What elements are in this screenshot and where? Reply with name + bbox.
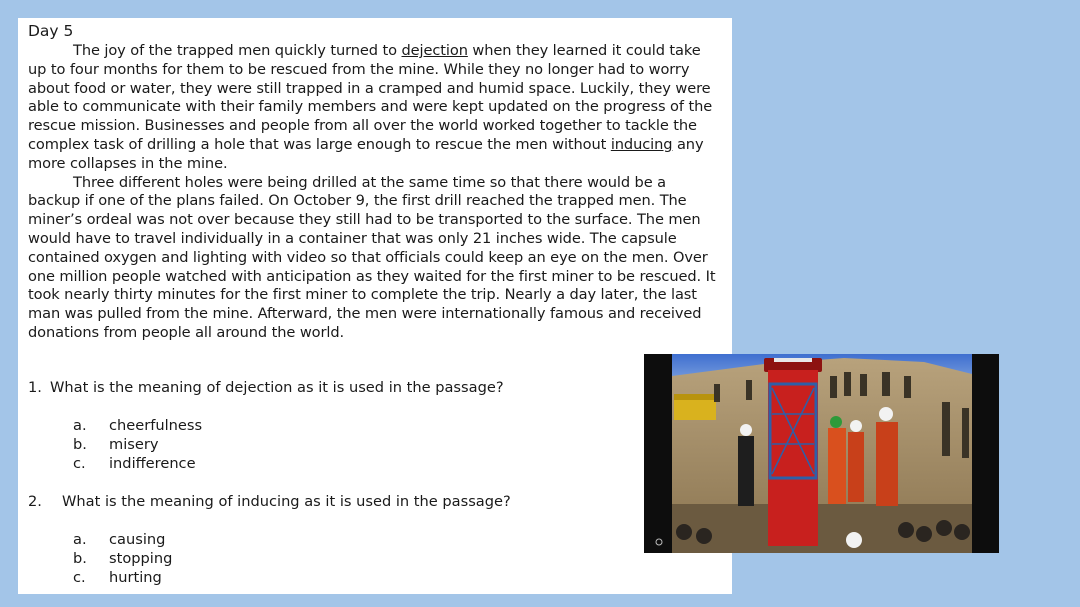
option-letter: a.: [73, 417, 87, 434]
paragraph-1-part-b: when they learned it could take up to four months for them to be rescued from the mine. While they no longer had to worry about food or water, they were still trapped in a cramped and humid space. Luckily, they were able to communicate with their family members and were kept updated on the progress of the rescue mission. Businesses and people from all over the world worked together to tackle the complex task of drilling a hole that was large enough to rescue the men without: [28, 42, 713, 153]
option-text: misery: [109, 436, 159, 453]
vocab-word-inducing: inducing: [610, 135, 673, 153]
question-2-option-b[interactable]: [73, 549, 172, 568]
day-heading: Day 5: [28, 22, 74, 40]
question-2-options: [73, 530, 172, 587]
question-1-option-c[interactable]: [73, 454, 202, 473]
rescue-capsule-photo: [644, 354, 999, 553]
question-1-text: What is the meaning of dejection as it is used in the passage?: [50, 379, 504, 396]
question-1-options: [73, 416, 202, 473]
paragraph-1: [28, 42, 722, 174]
option-text: hurting: [109, 569, 162, 586]
passage: [28, 42, 722, 343]
question-2-text: What is the meaning of inducing as it is used in the passage?: [62, 493, 511, 510]
option-letter: c.: [73, 569, 86, 586]
question-1: [28, 378, 504, 397]
question-2: [28, 492, 511, 511]
photo-illustration: [644, 354, 999, 553]
question-1-number: 1.: [28, 379, 42, 396]
option-letter: c.: [73, 455, 86, 472]
capsule: [764, 358, 822, 546]
question-2-option-c[interactable]: [73, 568, 172, 587]
question-1-option-b[interactable]: [73, 435, 202, 454]
document-page: [18, 18, 732, 594]
vocab-word-dejection: dejection: [401, 42, 468, 59]
question-2-option-a[interactable]: [73, 530, 172, 549]
paragraph-2: Three different holes were being drilled at the same time so that there would be a backup if one of the plans failed. On October 9, the first drill reached the trapped men. The miner’s ordeal was not over because they still had to be transported to the surface. The men would have to travel individually in a container that was only 21 inches wide. The capsule contained oxygen and lighting with video so that officials could keep an eye on the men. Over one million people watched with anticipation as they waited for the first miner to be rescued. It took nearly thirty minutes for the first miner to complete the trip. Nearly a day later, the last man was pulled from the mine. Afterward, the men were internationally famous and received donations from people all around the world.: [28, 173, 716, 341]
option-text: stopping: [109, 550, 173, 567]
option-letter: b.: [73, 550, 87, 567]
option-letter: a.: [73, 531, 87, 548]
option-letter: b.: [73, 436, 87, 453]
question-2-number: 2.: [28, 493, 42, 510]
option-text: indifference: [109, 455, 196, 472]
paragraph-1-part-a: The joy of the trapped men quickly turned to: [73, 42, 402, 59]
option-text: causing: [109, 531, 166, 548]
paragraph-1-part-c: any more collapses in the mine.: [28, 135, 704, 172]
question-1-option-a[interactable]: [73, 416, 202, 435]
option-text: cheerfulness: [109, 417, 203, 434]
